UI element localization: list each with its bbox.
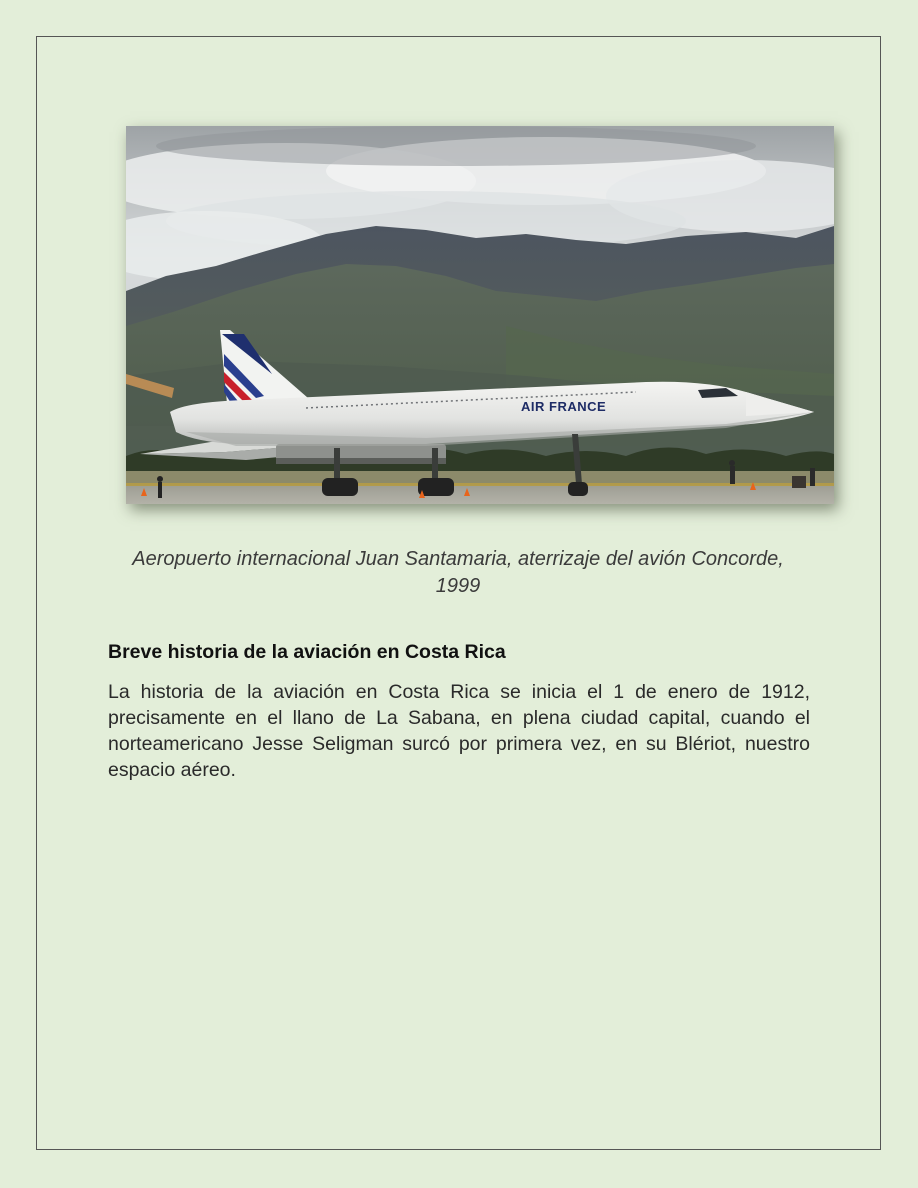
section-paragraph: La historia de la aviación en Costa Rica se inicia el 1 de enero de 1912, precisamente en el llano de La Sabana, en plena ciudad capital, cuando el norteamericano Jesse Seligman surcó por primera vez, en su Blériot, nuestro espacio aéreo. bbox=[108, 681, 810, 781]
livery-text: AIR FRANCE bbox=[521, 399, 607, 414]
section-heading: Breve historia de la aviación en Costa Rica bbox=[108, 641, 506, 663]
concorde-airport-image bbox=[126, 126, 834, 504]
concorde-photo bbox=[126, 126, 834, 504]
photo-caption: Aeropuerto internacional Juan Santamaria, aterrizaje del avión Concorde, 1999 bbox=[132, 548, 784, 597]
